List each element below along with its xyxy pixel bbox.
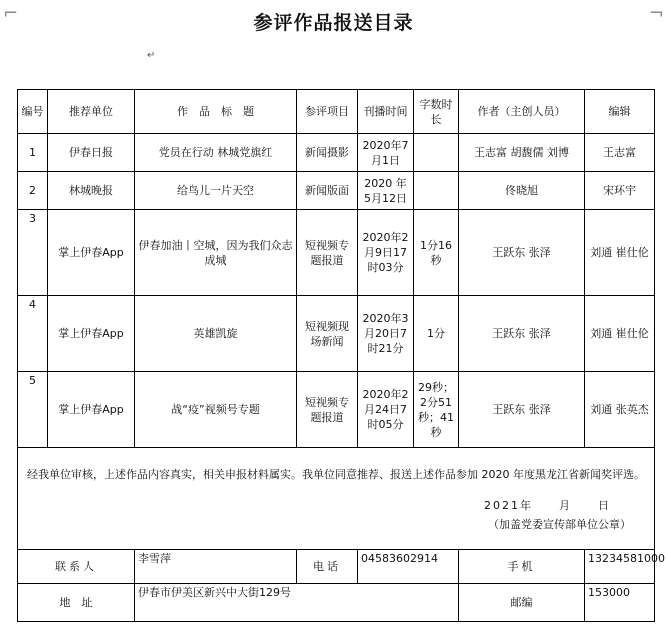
cell-length (414, 134, 459, 172)
postcode-value: 153000 (585, 584, 655, 622)
header-editor: 编辑 (585, 90, 655, 134)
cell-work-title: 战“疫”视频号专题 (135, 372, 297, 448)
cell-unit: 林城晚报 (48, 172, 135, 210)
postcode-label: 邮编 (459, 584, 585, 622)
address-row (18, 584, 655, 622)
cell-work-title: 伊春加油丨空城，因为我们众志成城 (135, 210, 297, 296)
cell-unit: 掌上伊春App (48, 372, 135, 448)
header-publish-time: 刊播时间 (358, 90, 414, 134)
cell-publish-time: 2020年2月24日7时05分 (358, 372, 414, 448)
cell-author: 佟晓旭 (459, 172, 585, 210)
cell-author: 王跃东 张泽 (459, 210, 585, 296)
contact-label: 联系人 (18, 550, 135, 584)
cell-publish-time: 2020年7月1日 (358, 134, 414, 172)
cell-editor: 王志富 (585, 134, 655, 172)
phone-label: 电话 (297, 550, 358, 584)
cell-no: 3 (18, 210, 48, 296)
cell-work-title: 英雄凯旋 (135, 296, 297, 372)
page-title: 参评作品报送目录 (253, 12, 414, 34)
cell-unit: 伊春日报 (48, 134, 135, 172)
cell-category: 短视频现场新闻 (297, 296, 358, 372)
paragraph-mark: ↵ (147, 50, 156, 61)
cell-work-title: 党员在行动 林城党旗红 (135, 134, 297, 172)
corner-mark-left: ⌐ (3, 3, 19, 24)
cell-work-title: 给鸟儿一片天空 (135, 172, 297, 210)
address-label: 地 址 (18, 584, 135, 622)
cell-category: 短视频专题报道 (297, 210, 358, 296)
cell-no: 1 (18, 134, 48, 172)
table-row (18, 172, 655, 210)
cell-unit: 掌上伊春App (48, 296, 135, 372)
statement-cell (18, 448, 655, 550)
cell-length: 29秒；2分51秒；41秒 (414, 372, 459, 448)
header-unit: 推荐单位 (48, 90, 135, 134)
header-row (18, 90, 655, 134)
cell-no: 5 (18, 372, 48, 448)
contact-row (18, 550, 655, 584)
cell-unit: 掌上伊春App (48, 210, 135, 296)
statement-text: 经我单位审核，上述作品内容真实，相关申报材料属实。我单位同意推荐、报送上述作品参加 2020 年度黑龙江省新闻奖评选。 (27, 467, 645, 481)
cell-publish-time: 2020年3月20日7时21分 (358, 296, 414, 372)
table-row (18, 296, 655, 372)
header-category: 参评项目 (297, 90, 358, 134)
cell-no: 2 (18, 172, 48, 210)
header-no: 编号 (18, 90, 48, 134)
table-row (18, 372, 655, 448)
cell-category: 新闻摄影 (297, 134, 358, 172)
header-length: 字数时长 (414, 90, 459, 134)
cell-editor: 刘通 崔仕伦 (585, 210, 655, 296)
header-work-title: 作 品 标 题 (135, 90, 297, 134)
phone-value: 04583602914 (358, 550, 459, 584)
sign-org: （加盖党委宣传部单位公章） (488, 517, 631, 531)
cell-category: 短视频专题报道 (297, 372, 358, 448)
cell-length: 1分16秒 (414, 210, 459, 296)
statement-row (18, 448, 655, 550)
cell-author: 王志富 胡馥儒 刘博 (459, 134, 585, 172)
mobile-value: 13234581000 (585, 550, 655, 584)
cell-length (414, 172, 459, 210)
cell-length: 1分 (414, 296, 459, 372)
sign-date: 2021年 月 日 (484, 498, 611, 512)
cell-author: 王跃东 张泽 (459, 372, 585, 448)
cell-category: 新闻版面 (297, 172, 358, 210)
cell-editor: 宋环宇 (585, 172, 655, 210)
contact-value: 李雪萍 (135, 550, 297, 584)
table-row (18, 134, 655, 172)
cell-publish-time: 2020年2月9日17时03分 (358, 210, 414, 296)
cell-author: 王跃东 张泽 (459, 296, 585, 372)
header-author: 作者（主创人员） (459, 90, 585, 134)
address-value: 伊春市伊美区新兴中大街129号 (135, 584, 459, 622)
cell-editor: 刘通 张英杰 (585, 372, 655, 448)
submission-table (17, 89, 665, 622)
corner-mark-right: ¬ (648, 3, 664, 24)
table-row (18, 210, 655, 296)
cell-publish-time: 2020 年5月12日 (358, 172, 414, 210)
cell-no: 4 (18, 296, 48, 372)
cell-editor: 刘通 崔仕伦 (585, 296, 655, 372)
mobile-label: 手机 (459, 550, 585, 584)
